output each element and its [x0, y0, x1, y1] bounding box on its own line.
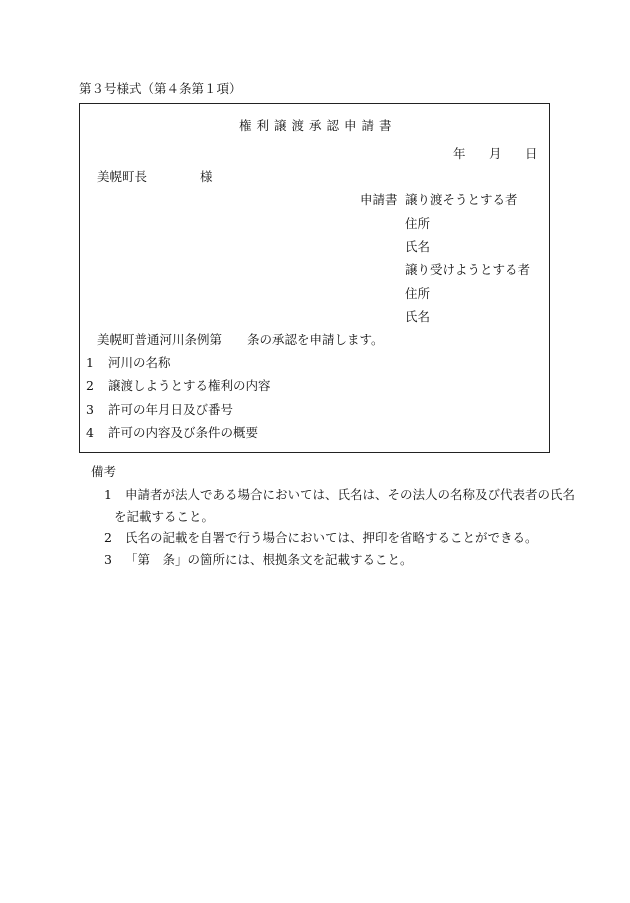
document-title: 権利譲渡承認申請書	[239, 118, 397, 133]
item-label: 譲渡しようとする権利の内容	[108, 378, 271, 393]
addressee-honorific: 様	[200, 169, 213, 184]
application-form-box	[79, 103, 550, 453]
note-text-continuation: を記載すること。	[114, 509, 215, 524]
note-text: 申請者が法人である場合においては、氏名は、その法人の名称及び代表者の氏名	[125, 487, 576, 502]
item-label: 河川の名称	[108, 355, 171, 370]
note-text: 氏名の記載を自署で行う場合においては、押印を省略することができる。	[125, 530, 538, 545]
item-number: 4	[86, 425, 94, 440]
applicant-label: 申請書	[360, 192, 398, 207]
date-year-label: 年	[453, 146, 466, 161]
remarks-heading: 備考	[91, 464, 117, 479]
item-label: 許可の内容及び条件の概要	[108, 425, 259, 440]
addressee-name: 美幌町長	[97, 169, 148, 184]
item-number: 2	[86, 378, 94, 393]
note-number: 1	[104, 487, 112, 502]
assignee-name-label: 氏名	[405, 309, 431, 324]
item-label: 許可の年月日及び番号	[108, 402, 234, 417]
assignor-address-label: 住所	[405, 216, 431, 231]
assignee-heading: 譲り受けようとする者	[405, 262, 531, 277]
date-month-label: 月	[489, 146, 502, 161]
assignee-address-label: 住所	[405, 286, 431, 301]
form-number-label: 第３号様式（第４条第１項）	[79, 81, 242, 96]
note-number: 3	[104, 552, 112, 567]
note-text: 「第 条」の箇所には、根拠条文を記載すること。	[125, 552, 413, 567]
note-number: 2	[104, 530, 112, 545]
item-number: 3	[86, 402, 94, 417]
date-day-label: 日	[525, 146, 538, 161]
request-statement: 美幌町普通河川条例第 条の承認を申請します。	[97, 332, 384, 347]
assignor-name-label: 氏名	[405, 239, 431, 254]
item-number: 1	[86, 355, 94, 370]
assignor-heading: 譲り渡そうとする者	[405, 192, 518, 207]
